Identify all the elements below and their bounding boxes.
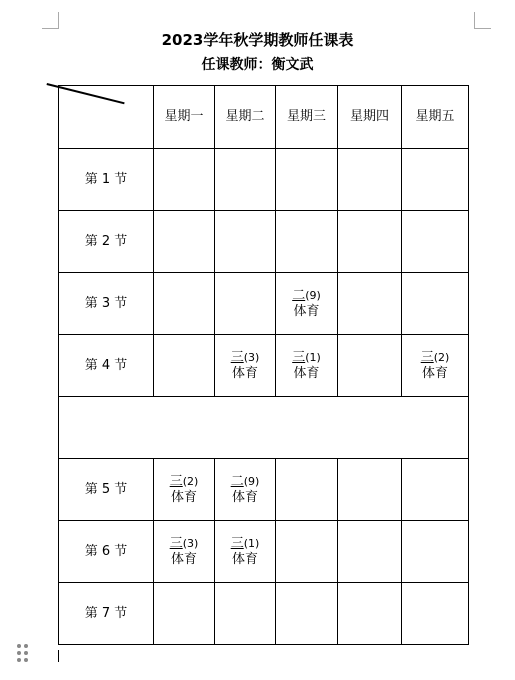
table-row xyxy=(59,149,469,211)
schedule-table xyxy=(58,85,469,645)
diagonal-line xyxy=(47,83,125,104)
schedule-cell xyxy=(338,335,402,397)
schedule-cell xyxy=(402,149,469,211)
schedule-cell xyxy=(215,521,276,583)
schedule-cell xyxy=(276,273,338,335)
class-number: (3) xyxy=(243,350,260,364)
schedule-cell xyxy=(276,211,338,273)
class-name xyxy=(215,474,275,490)
schedule-cell xyxy=(338,521,402,583)
schedule-cell xyxy=(215,583,276,645)
grade-label: 三 xyxy=(230,349,244,365)
text-cursor xyxy=(58,650,59,662)
class-number: (9) xyxy=(243,474,260,488)
period-label: 第 4 节 xyxy=(59,335,154,397)
schedule-cell xyxy=(402,459,469,521)
class-number: (1) xyxy=(243,536,260,550)
period-label: 第 3 节 xyxy=(59,273,154,335)
schedule-cell xyxy=(154,149,215,211)
class-name xyxy=(402,350,468,366)
table-row xyxy=(59,583,469,645)
grade-label: 二 xyxy=(292,287,306,303)
schedule-cell xyxy=(338,149,402,211)
table-row xyxy=(59,459,469,521)
subject-label: 体育 xyxy=(170,489,197,505)
class-number: (2) xyxy=(182,474,199,488)
schedule-cell xyxy=(154,273,215,335)
schedule-cell xyxy=(276,583,338,645)
class-name xyxy=(154,474,214,490)
grade-label: 三 xyxy=(420,349,434,365)
schedule-cell xyxy=(154,459,215,521)
schedule-cell xyxy=(402,273,469,335)
table-header-row xyxy=(59,86,469,149)
class-name xyxy=(276,350,337,366)
schedule-cell xyxy=(215,149,276,211)
break-cell xyxy=(59,397,469,459)
schedule-cell xyxy=(338,273,402,335)
period-label: 第 2 节 xyxy=(59,211,154,273)
class-number: (2) xyxy=(433,350,450,364)
subject-label: 体育 xyxy=(170,551,197,567)
schedule-cell xyxy=(402,521,469,583)
schedule-cell xyxy=(276,149,338,211)
corner-header-cell xyxy=(59,86,154,149)
class-number: (1) xyxy=(305,350,321,364)
schedule-cell xyxy=(154,583,215,645)
period-label: 第 6 节 xyxy=(59,521,154,583)
document-subtitle: 任课教师：衡文武 xyxy=(201,57,314,73)
table-row xyxy=(59,521,469,583)
day-header: 星期二 xyxy=(215,86,276,149)
grade-label: 三 xyxy=(292,349,306,365)
schedule-cell xyxy=(276,459,338,521)
schedule-cell xyxy=(276,335,338,397)
subject-label: 体育 xyxy=(293,303,320,319)
schedule-cell xyxy=(215,211,276,273)
schedule-cell xyxy=(338,211,402,273)
class-name xyxy=(215,350,275,366)
class-name xyxy=(276,288,337,304)
grade-label: 三 xyxy=(169,473,183,489)
table-row xyxy=(59,335,469,397)
subject-label: 体育 xyxy=(231,551,258,567)
schedule-cell xyxy=(215,273,276,335)
schedule-cell xyxy=(338,459,402,521)
schedule-cell xyxy=(276,521,338,583)
schedule-cell xyxy=(338,583,402,645)
period-label: 第 5 节 xyxy=(59,459,154,521)
page-corner-mark-top-right xyxy=(474,12,491,29)
grade-label: 三 xyxy=(230,535,244,551)
schedule-cell xyxy=(402,335,469,397)
page-corner-mark-top-left xyxy=(42,12,59,29)
schedule-cell xyxy=(154,521,215,583)
schedule-cell xyxy=(215,459,276,521)
grade-label: 三 xyxy=(169,535,183,551)
day-header: 星期四 xyxy=(338,86,402,149)
subject-label: 体育 xyxy=(231,489,258,505)
day-header: 星期一 xyxy=(154,86,215,149)
break-row xyxy=(59,397,469,459)
period-label: 第 7 节 xyxy=(59,583,154,645)
subject-label: 体育 xyxy=(421,365,448,381)
subject-label: 体育 xyxy=(293,365,320,381)
class-name xyxy=(215,536,275,552)
day-header: 星期三 xyxy=(276,86,338,149)
subject-label: 体育 xyxy=(231,365,258,381)
schedule-cell xyxy=(154,335,215,397)
day-header: 星期五 xyxy=(402,86,469,149)
class-number: (9) xyxy=(305,288,321,302)
period-label: 第 1 节 xyxy=(59,149,154,211)
schedule-cell xyxy=(154,211,215,273)
table-row xyxy=(59,273,469,335)
class-name xyxy=(154,536,214,552)
grade-label: 二 xyxy=(230,473,244,489)
document-title: 2023学年秋学期教师任课表 xyxy=(161,31,354,49)
drag-handle-icon[interactable] xyxy=(17,644,31,666)
table-row xyxy=(59,211,469,273)
class-number: (3) xyxy=(182,536,199,550)
schedule-cell xyxy=(215,335,276,397)
schedule-cell xyxy=(402,583,469,645)
schedule-cell xyxy=(402,211,469,273)
